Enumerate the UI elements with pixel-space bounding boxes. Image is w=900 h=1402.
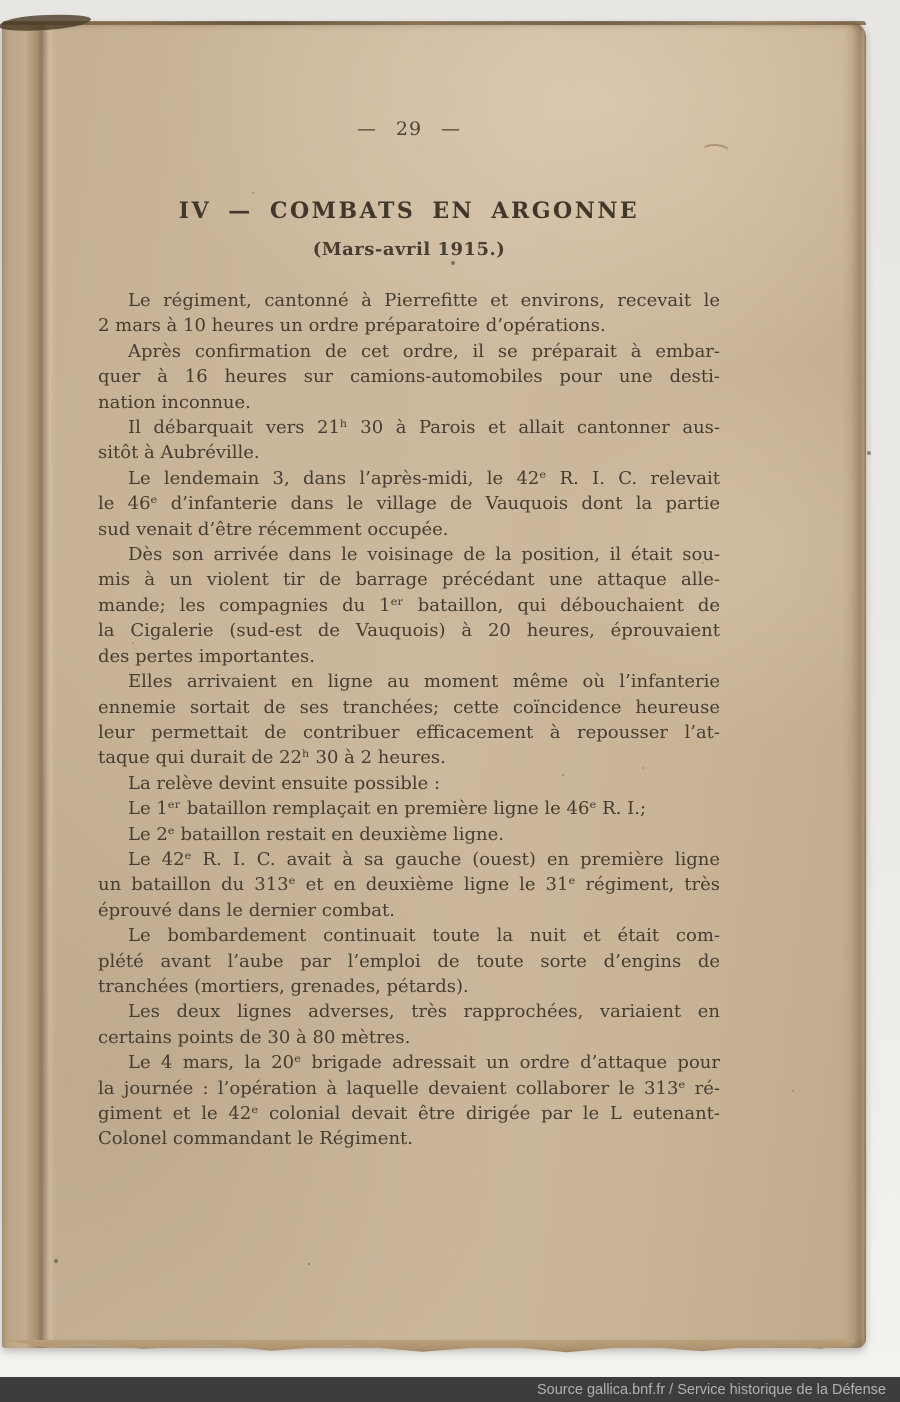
paragraph xyxy=(98,542,720,669)
text-line: Le 2ᵉ bataillon restait en deuxième ligne. xyxy=(128,823,505,845)
text-line: Les deux lignes adverses, très rapprochées, variaient en xyxy=(128,1001,720,1023)
paper-specks xyxy=(2,22,4,24)
page-right-edge-shading xyxy=(842,22,866,1348)
text-line: Elles arrivaient en ligne au moment même où l’infanterie xyxy=(128,671,720,693)
paragraph xyxy=(98,415,720,466)
text-line: La relève devint ensuite possible : xyxy=(128,772,441,794)
text-line: tranchées (mortiers, grenades, pétards). xyxy=(98,975,469,997)
text-line: quer à 16 heures sur camions-automobiles pour une desti- xyxy=(98,366,720,388)
text-line: Le 1ᵉʳ bataillon remplaçait en première ligne le 46ᵉ R. I.; xyxy=(128,798,647,820)
text-line: mis à un violent tir de barrage précédant une attaque alle- xyxy=(98,569,720,591)
page-number: — 29 — xyxy=(356,118,462,140)
paragraph xyxy=(98,847,720,923)
paragraph xyxy=(98,669,720,771)
text-line: nation inconnue. xyxy=(98,391,251,413)
paragraph xyxy=(98,466,720,542)
text-line: la Cigalerie (sud-est de Vauquois) à 20 heures, éprouvaient xyxy=(98,620,720,642)
text-line: Colonel commandant le Régiment. xyxy=(98,1128,413,1150)
text-line: Le lendemain 3, dans l’après-midi, le 42ᵉ R. I. C. relevait xyxy=(128,467,720,489)
paragraph xyxy=(98,923,720,999)
underlying-page-edge xyxy=(2,22,42,1348)
paragraph xyxy=(98,796,720,821)
text-line: taque qui durait de 22ʰ 30 à 2 heures. xyxy=(98,747,446,769)
paragraph xyxy=(98,288,720,339)
text-line: 2 mars à 10 heures un ordre préparatoire d’opérations. xyxy=(98,315,606,337)
text-line: Le 42ᵉ R. I. C. avait à sa gauche (ouest) en première ligne xyxy=(128,848,720,870)
text-line: leur permettait de contribuer efficacement à repousser l’at- xyxy=(98,721,720,743)
paragraph xyxy=(98,771,720,796)
text-line: Le bombardement continuait toute la nuit et était com- xyxy=(128,925,720,947)
text-line: giment et le 42ᵉ colonial devait être dirigée par le L eutenant- xyxy=(98,1103,720,1124)
paragraph xyxy=(98,1050,720,1152)
text-line: un bataillon du 313ᵉ et en deuxième ligne le 31ᵉ régiment, très xyxy=(98,874,720,896)
chapter-subtitle: (Mars-avril 1915.) xyxy=(312,239,506,260)
torn-bottom-edge xyxy=(8,1340,855,1355)
paragraph xyxy=(98,999,720,1050)
text-line: sud venait d’être récemment occupée. xyxy=(98,518,449,540)
text-line: Dès son arrivée dans le voisinage de la position, il était sou- xyxy=(128,544,720,566)
torn-corner-fragment xyxy=(0,13,91,33)
text-line: le 46ᵉ d’infanterie dans le village de Vauquois dont la partie xyxy=(98,493,720,515)
text-line: la journée : l’opération à laquelle devaient collaborer le 313ᵉ ré- xyxy=(98,1077,720,1099)
text-line: certains points de 30 à 80 mètres. xyxy=(98,1026,411,1048)
text-line: ennemie sortait de ses tranchées; cette coïncidence heureuse xyxy=(98,696,720,718)
text-line: des pertes importantes. xyxy=(98,645,315,667)
chapter-title: IV — COMBATS EN ARGONNE xyxy=(178,198,640,224)
gallica-footer-bar xyxy=(0,1377,900,1402)
source-attribution: Source gallica.bnf.fr / Service historique de la Défense xyxy=(537,1381,886,1398)
page-fold-shadow xyxy=(42,22,56,1348)
text-line: sitôt à Aubréville. xyxy=(98,442,260,464)
text-line: Après confirmation de cet ordre, il se préparait à embar- xyxy=(128,340,720,362)
book-page xyxy=(2,22,866,1348)
text-line: plété avant l’aube par l’emploi de toute sorte d’engins de xyxy=(98,950,720,972)
text-line: Le 4 mars, la 20ᵉ brigade adressait un ordre d’attaque pour xyxy=(128,1052,720,1074)
printed-content xyxy=(98,22,720,1152)
text-line: Le régiment, cantonné à Pierrefitte et environs, recevait le xyxy=(128,290,720,311)
text-line: mande; les compagnies du 1ᵉʳ bataillon, qui débouchaient de xyxy=(98,594,720,616)
paragraph xyxy=(98,822,720,847)
paragraph xyxy=(98,339,720,415)
text-line: Il débarquait vers 21ʰ 30 à Parois et allait cantonner aus- xyxy=(128,417,720,439)
body-text xyxy=(98,288,720,1152)
text-line: éprouvé dans le dernier combat. xyxy=(98,899,395,921)
